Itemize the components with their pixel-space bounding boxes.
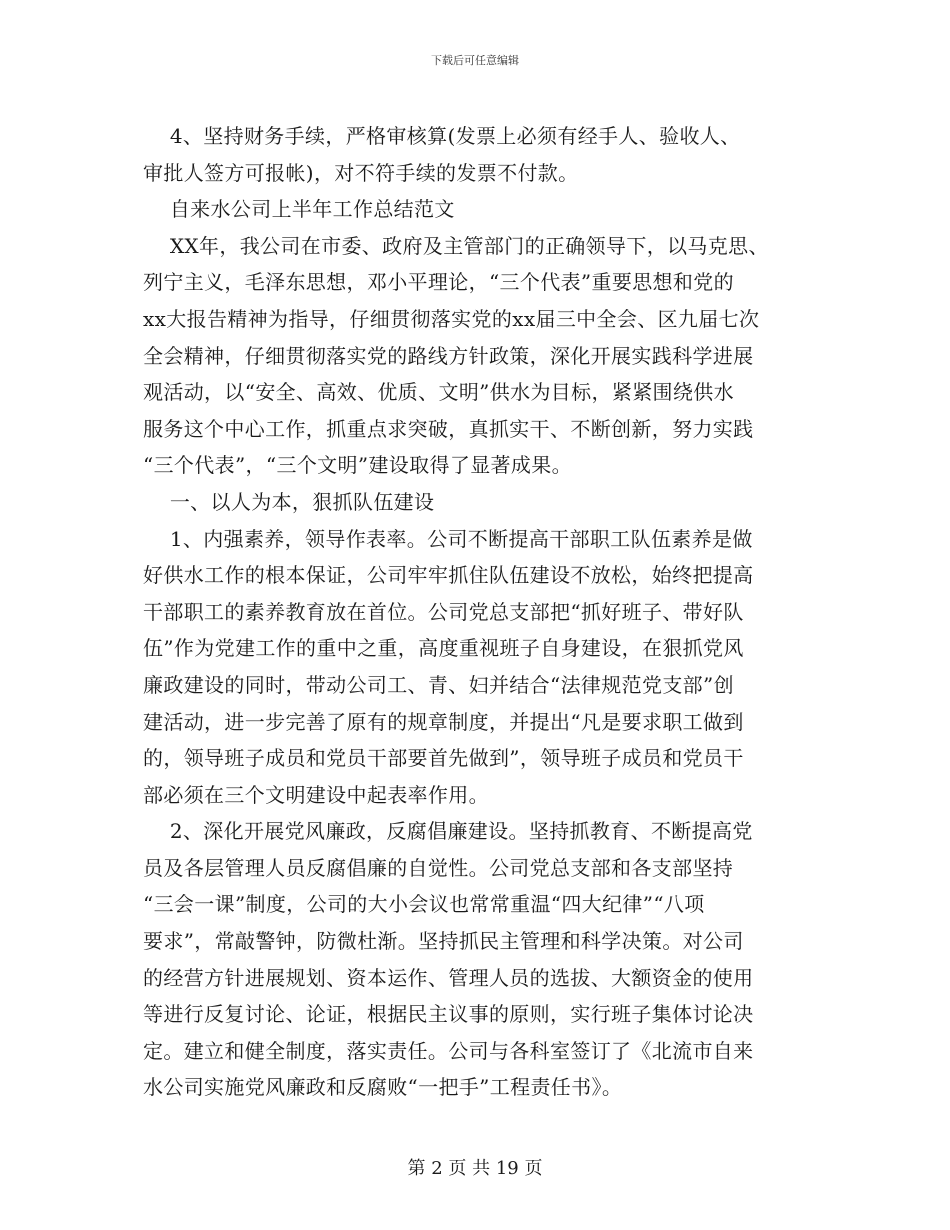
body-line: 的，领导班子成员和党员干部要首先做到”，领导班子成员和党员干 — [143, 746, 744, 771]
body-line: 4、坚持财务手续，严格审核算(发票上必须有经手人、验收人、 — [143, 124, 741, 148]
body-line: 员及各层管理人员反腐倡廉的自觉性。公司党总支部和各支部坚持 — [143, 855, 734, 880]
body-line: 审批人签方可报帐)，对不符手续的发票不付款。 — [143, 160, 579, 185]
body-line: 部必须在三个文明建设中起表率作用。 — [143, 782, 489, 807]
body-line: 廉政建设的同时，带动公司工、青、妇并结合“法律规范党支部”创 — [143, 672, 734, 697]
body-line: 1、内强素养，领导作表率。公司不断提高干部职工队伍素养是做 — [143, 526, 753, 551]
body-line: 水公司实施党风廉政和反腐败“一把手”工程责任书》。 — [143, 1075, 623, 1100]
body-line: 伍”作为党建工作的重中之重，高度重视班子自身建设，在狠抓党风 — [143, 636, 744, 661]
body-line: XX年，我公司在市委、政府及主管部门的正确领导下，以马克思、 — [143, 233, 769, 258]
body-line: 好供水工作的根本保证，公司牢牢抓住队伍建设不放松，始终把提高 — [143, 563, 754, 588]
body-line: 列宁主义，毛泽东思想，邓小平理论，“三个代表”重要思想和党的 — [143, 270, 734, 295]
body-line: 建活动，进一步完善了原有的规章制度，并提出“凡是要求职工做到 — [143, 709, 744, 734]
body-line: 服务这个中心工作，抓重点求突破，真抓实干、不断创新，努力实践 — [143, 416, 754, 441]
body-line: 全会精神，仔细贯彻落实党的路线方针政策，深化开展实践科学进展 — [143, 343, 754, 368]
section-title: 自来水公司上半年工作总结范文 — [143, 197, 455, 222]
body-line: 等进行反复讨论、论证，根据民主议事的原则，实行班子集体讨论决 — [143, 1002, 754, 1027]
body-line: 观活动，以“安全、高效、优质、文明”供水为目标，紧紧围绕供水 — [143, 380, 734, 405]
body-line: 定。建立和健全制度，落实责任。公司与各科室签订了《北流市自来 — [143, 1038, 754, 1063]
document-body — [143, 118, 808, 1106]
body-line: “三个代表”，“三个文明”建设取得了显著成果。 — [143, 453, 572, 478]
subsection-heading: 一、以人为本，狠抓队伍建设 — [143, 489, 435, 514]
page-header: 下载后可任意编辑 — [431, 54, 519, 67]
body-line: 的经营方针进展规划、资本运作、管理人员的选拔、大额资金的使用 — [143, 965, 754, 990]
body-line: xx大报告精神为指导，仔细贯彻落实党的xx届三中全会、区九届七次 — [143, 306, 760, 331]
body-line: 2、深化开展党风廉政，反腐倡廉建设。坚持抓教育、不断提高党 — [143, 819, 753, 844]
body-line: 要求”，常敲警钟，防微杜渐。坚持抓民主管理和科学决策。对公司 — [143, 929, 744, 954]
body-line: “三会一课”制度，公司的大小会议也常常重温“四大纪律”“八项 — [143, 892, 705, 917]
page-number: 第 2 页 共 19 页 — [407, 1158, 543, 1179]
body-line: 干部职工的素养教育放在首位。公司党总支部把“抓好班子、带好队 — [143, 599, 744, 624]
